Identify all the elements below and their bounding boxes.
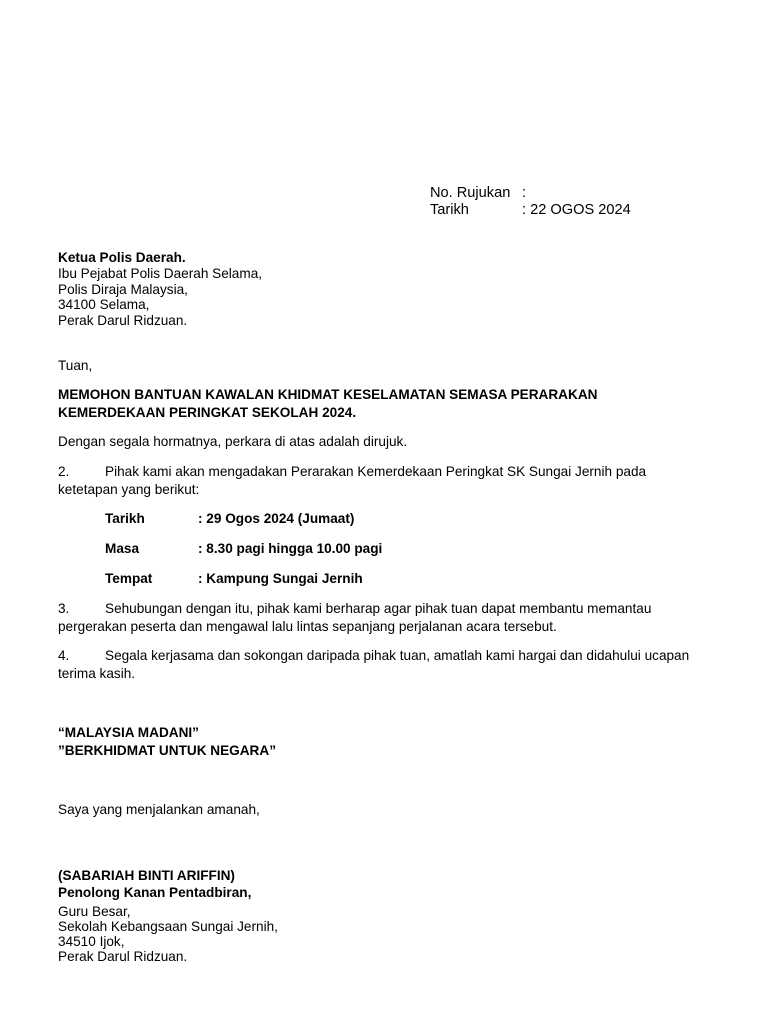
paragraph-number: 4.: [58, 648, 70, 663]
salutation: Tuan,: [58, 358, 93, 373]
paragraph-4-continuation: terima kasih.: [58, 666, 136, 681]
event-detail-row: [105, 541, 382, 557]
paragraph-text: Sehubungan dengan itu, pihak kami berharap agar pihak tuan dapat membantu memantau: [105, 601, 652, 616]
event-detail-value: : 29 Ogos 2024 (Jumaat): [198, 511, 355, 526]
paragraph-text: Segala kerjasama dan sokongan daripada pihak tuan, amatlah kami hargai dan didahului ucapan: [105, 648, 690, 663]
reference-date-row: [430, 202, 631, 219]
reference-date-label: Tarikh: [430, 202, 469, 218]
reference-date-value: : 22 OGOS 2024: [522, 202, 631, 218]
event-detail-value: : 8.30 pagi hingga 10.00 pagi: [198, 541, 383, 556]
event-detail-label: Tempat: [105, 571, 153, 586]
paragraph-3-line: [58, 601, 651, 617]
intro-paragraph: Dengan segala hormatnya, perkara di atas adalah dirujuk.: [58, 434, 408, 449]
paragraph-number: 2.: [58, 464, 70, 479]
reference-number-value: :: [522, 185, 527, 201]
paragraph-number: 3.: [58, 601, 70, 616]
paragraph-3-continuation: pergerakan peserta dan mengawal lalu lintas sepanjang perjalanan acara tersebut.: [58, 619, 557, 634]
motto-line: ”BERKHIDMAT UNTUK NEGARA”: [58, 743, 276, 758]
recipient-title: Ketua Polis Daerah.: [58, 250, 186, 265]
reference-number-label: No. Rujukan: [430, 185, 511, 201]
signatory-address-line: Sekolah Kebangsaan Sungai Jernih,: [58, 919, 278, 934]
signatory-name: (SABARIAH BINTI ARIFFIN): [58, 868, 235, 883]
signatory-address-line: Guru Besar,: [58, 904, 131, 919]
recipient-address-line: Polis Diraja Malaysia,: [58, 282, 188, 297]
paragraph-2-line: [58, 464, 646, 480]
event-detail-label: Masa: [105, 541, 140, 556]
closing-line: Saya yang menjalankan amanah,: [58, 802, 260, 817]
subject-line: MEMOHON BANTUAN KAWALAN KHIDMAT KESELAMATAN SEMASA PERARAKAN: [58, 387, 598, 402]
subject-line: KEMERDEKAAN PERINGKAT SEKOLAH 2024.: [58, 405, 357, 420]
event-detail-row: [105, 511, 354, 527]
event-detail-label: Tarikh: [105, 511, 145, 526]
event-detail-row: [105, 571, 363, 587]
reference-number-row: [430, 185, 526, 202]
recipient-address-line: Perak Darul Ridzuan.: [58, 313, 188, 328]
signatory-address-line: Perak Darul Ridzuan.: [58, 949, 188, 964]
paragraph-4-line: [58, 648, 689, 664]
event-detail-value: : Kampung Sungai Jernih: [198, 571, 363, 586]
signatory-address-line: 34510 Ijok,: [58, 934, 125, 949]
recipient-address-line: Ibu Pejabat Polis Daerah Selama,: [58, 266, 263, 281]
motto-line: “MALAYSIA MADANI”: [58, 725, 199, 740]
signatory-position: Penolong Kanan Pentadbiran,: [58, 885, 252, 900]
paragraph-text: Pihak kami akan mengadakan Perarakan Kemerdekaan Peringkat SK Sungai Jernih pada: [105, 464, 647, 479]
recipient-address-line: 34100 Selama,: [58, 297, 150, 312]
paragraph-2-continuation: ketetapan yang berikut:: [58, 482, 200, 497]
